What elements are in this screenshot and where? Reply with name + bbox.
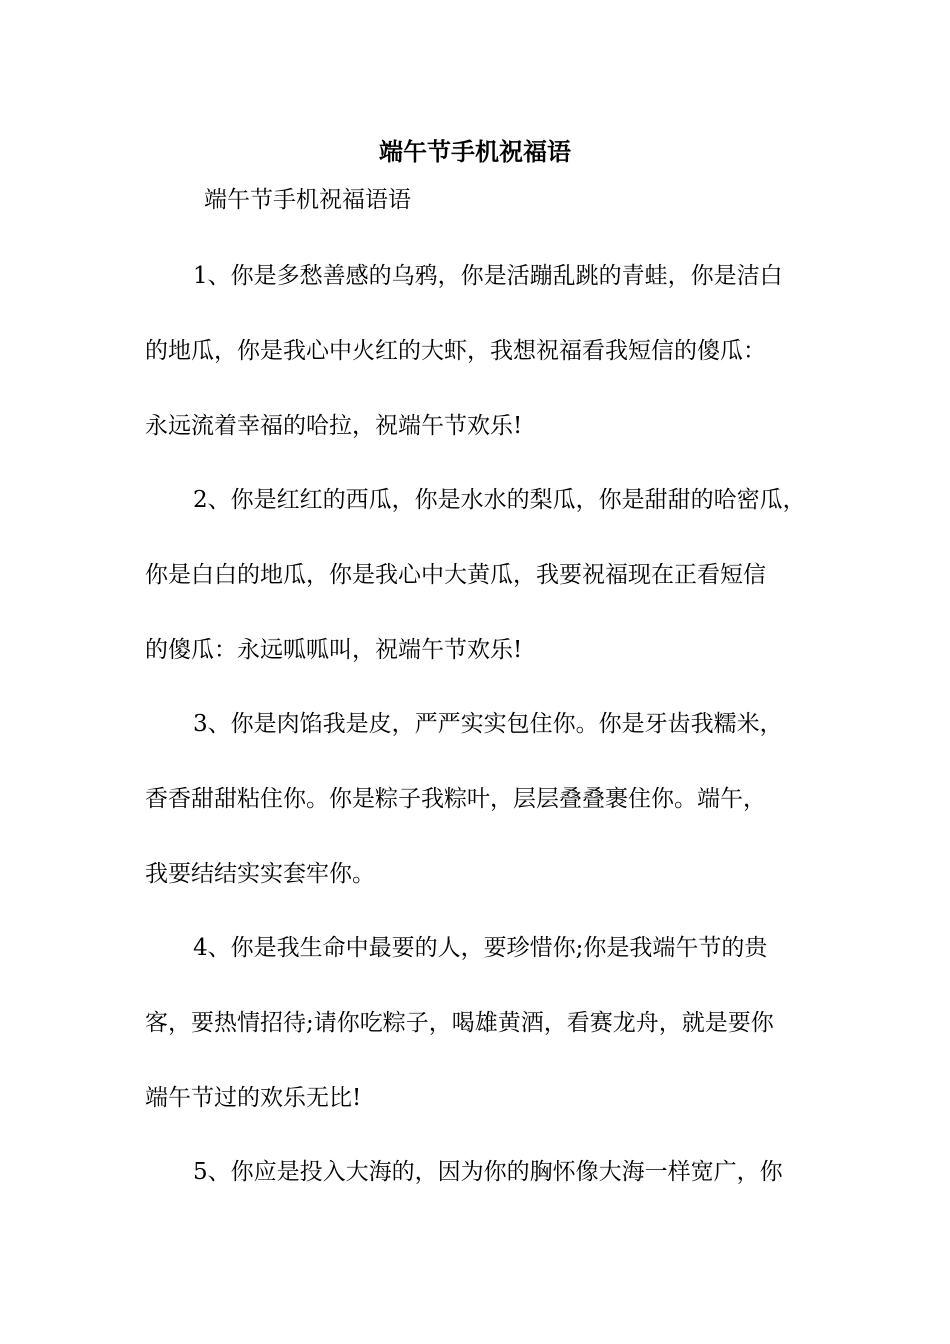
paragraph-line: 4、你是我生命中最要的人，要珍惜你;你是我端午节的贵 bbox=[193, 935, 768, 961]
paragraph-line: 的地瓜，你是我心中火红的大虾，我想祝福看我短信的傻瓜： bbox=[145, 338, 766, 364]
paragraph-line: 的傻瓜：永远呱呱叫，祝端午节欢乐! bbox=[145, 637, 523, 663]
paragraph-line: 3、你是肉馅我是皮，严严实实包住你。你是牙齿我糯米， bbox=[193, 711, 783, 737]
paragraph-line: 客，要热情招待;请你吃粽子，喝雄黄酒，看赛龙舟，就是要你 bbox=[145, 1010, 774, 1036]
paragraph-line: 我要结结实实套牢你。 bbox=[145, 861, 375, 887]
document-title: 端午节手机祝福语 bbox=[379, 137, 571, 166]
paragraph-line: 1、你是多愁善感的乌鸦，你是活蹦乱跳的青蛙，你是洁白 bbox=[193, 263, 783, 289]
paragraph-line: 永远流着幸福的哈拉，祝端午节欢乐! bbox=[145, 413, 523, 439]
document-subtitle: 端午节手机祝福语语 bbox=[204, 187, 411, 213]
paragraph-line: 5、你应是投入大海的，因为你的胸怀像大海一样宽广，你 bbox=[193, 1159, 783, 1185]
paragraph-line: 你是白白的地瓜，你是我心中大黄瓜，我要祝福现在正看短信 bbox=[145, 562, 766, 588]
paragraph-line: 2、你是红红的西瓜，你是水水的梨瓜，你是甜甜的哈密瓜， bbox=[193, 487, 806, 513]
paragraph-line: 香香甜甜粘住你。你是粽子我粽叶，层层叠叠裹住你。端午， bbox=[145, 786, 766, 812]
paragraph-line: 端午节过的欢乐无比! bbox=[145, 1085, 362, 1111]
